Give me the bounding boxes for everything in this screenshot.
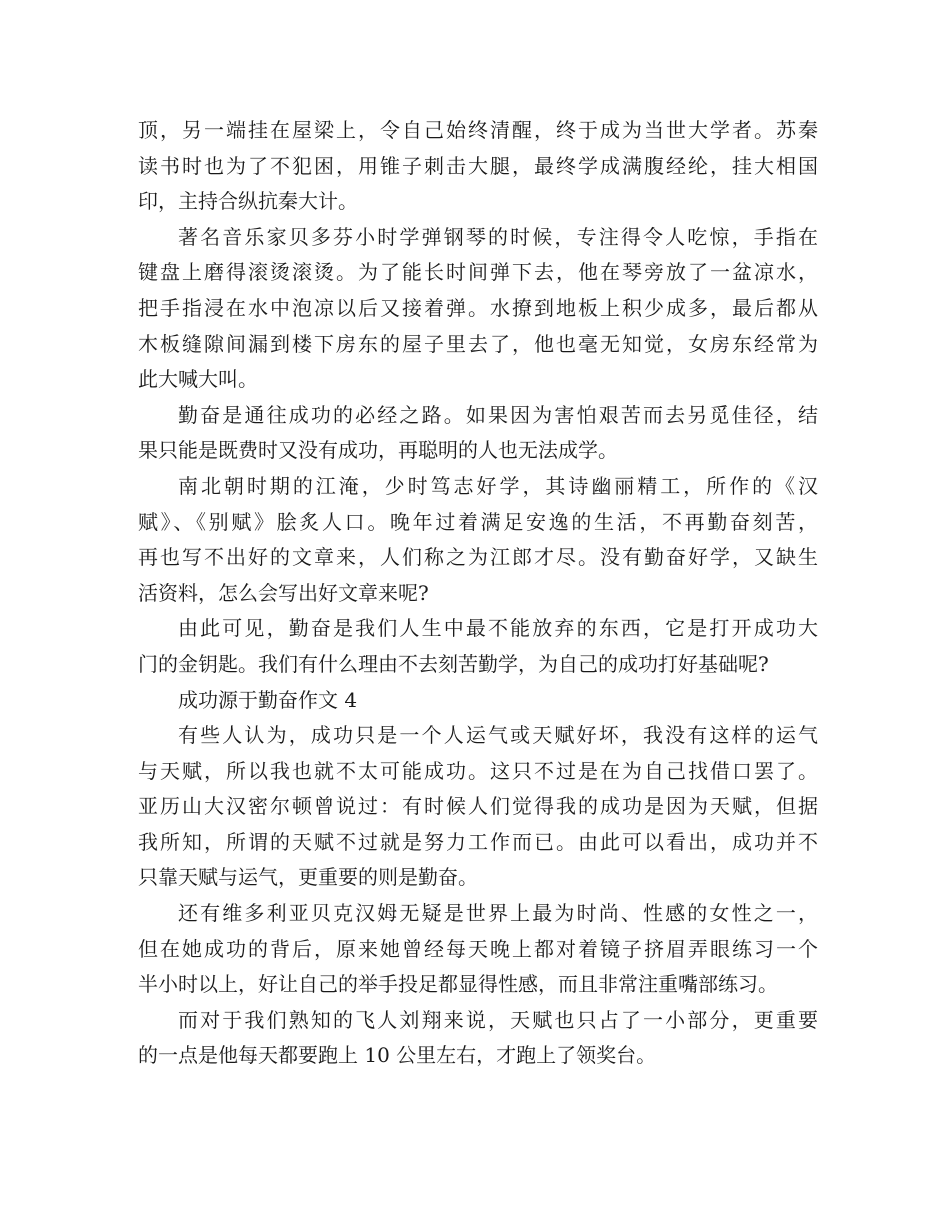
text-line: 亚历山大汉密尔顿曾说过：有时候人们觉得我的成功是因为天赋，但据 [138, 794, 820, 819]
paragraph [138, 113, 818, 220]
text-line: 印，主持合纵抗秦大计。 [138, 189, 358, 214]
paragraph [138, 1003, 821, 1074]
text-line: 只靠天赋与运气，更重要的则是勤奋。 [138, 865, 478, 890]
text-line: 键盘上磨得滚烫滚烫。为了能长时间弹下去，他在琴旁放了一盆凉水， [138, 260, 820, 285]
text-line: 赋》、《别赋》脍炙人口。晚年过着满足安逸的生活，不再勤奋刻苦， [138, 509, 821, 534]
text-line: 活资料，怎么会写出好文章来呢? [138, 580, 429, 605]
text-line: 由此可见，勤奋是我们人生中最不能放弃的东西，它是打开成功大 [178, 616, 821, 641]
text-line: 勤奋是通往成功的必经之路。如果因为害怕艰苦而去另觅佳径，结 [178, 402, 821, 427]
paragraph [138, 896, 821, 1003]
text-line: 我所知，所谓的天赋不过就是努力工作而已。由此可以看出，成功并不 [138, 829, 820, 854]
paragraph [138, 220, 821, 398]
paragraph [138, 683, 818, 719]
text-line: 有些人认为，成功只是一个人运气或天赋好坏，我没有这样的运气 [178, 723, 821, 748]
text-line: 门的金钥匙。我们有什么理由不去刻苦勤学，为自己的成功打好基础呢? [138, 651, 769, 676]
text-line: 与天赋，所以我也就不太可能成功。这只不过是在为自己找借口罢了。 [138, 758, 820, 783]
paragraph [138, 469, 821, 611]
text-line: 果只能是既费时又没有成功，再聪明的人也无法成学。 [138, 438, 618, 463]
text-line: 把手指浸在水中泡凉以后又接着弹。水撩到地板上积少成多，最后都从 [138, 295, 820, 320]
text-line: 木板缝隙间漏到楼下房东的屋子里去了，他也毫无知觉，女房东经常为 [138, 331, 820, 356]
text-line: 还有维多利亚贝克汉姆无疑是世界上最为时尚、性感的女性之一， [178, 901, 821, 926]
text-line: 南北朝时期的江淹，少时笃志好学，其诗幽丽精工，所作的《汉 [178, 473, 821, 498]
text-line: 顶，另一端挂在屋梁上，令自己始终清醒，终于成为当世大学者。苏秦 [138, 118, 820, 142]
text-line: 但在她成功的背后，原来她曾经每天晚上都对着镜子挤眉弄眼练习一个 [138, 936, 820, 961]
paragraph [138, 611, 821, 682]
text-line: 的一点是他每天都要跑上 10 公里左右，才跑上了领奖台。 [138, 1043, 657, 1068]
text-line: 著名音乐家贝多芬小时学弹钢琴的时候，专注得令人吃惊，手指在 [178, 224, 821, 249]
paragraph [138, 398, 821, 469]
paragraph [138, 718, 821, 896]
text-line: 半小时以上，好让自己的举手投足都显得性感，而且非常注重嘴部练习。 [138, 972, 778, 997]
text-line: 成功源于勤奋作文 4 [178, 687, 358, 712]
document-body [138, 113, 821, 1074]
text-line: 此大喊大叫。 [138, 367, 258, 392]
text-line: 再也写不出好的文章来，人们称之为江郎才尽。没有勤奋好学，又缺生 [138, 545, 820, 570]
text-line: 而对于我们熟知的飞人刘翔来说，天赋也只占了一小部分，更重要 [178, 1007, 821, 1032]
text-line: 读书时也为了不犯困，用锥子刺击大腿，最终学成满腹经纶，挂大相国 [138, 153, 820, 178]
